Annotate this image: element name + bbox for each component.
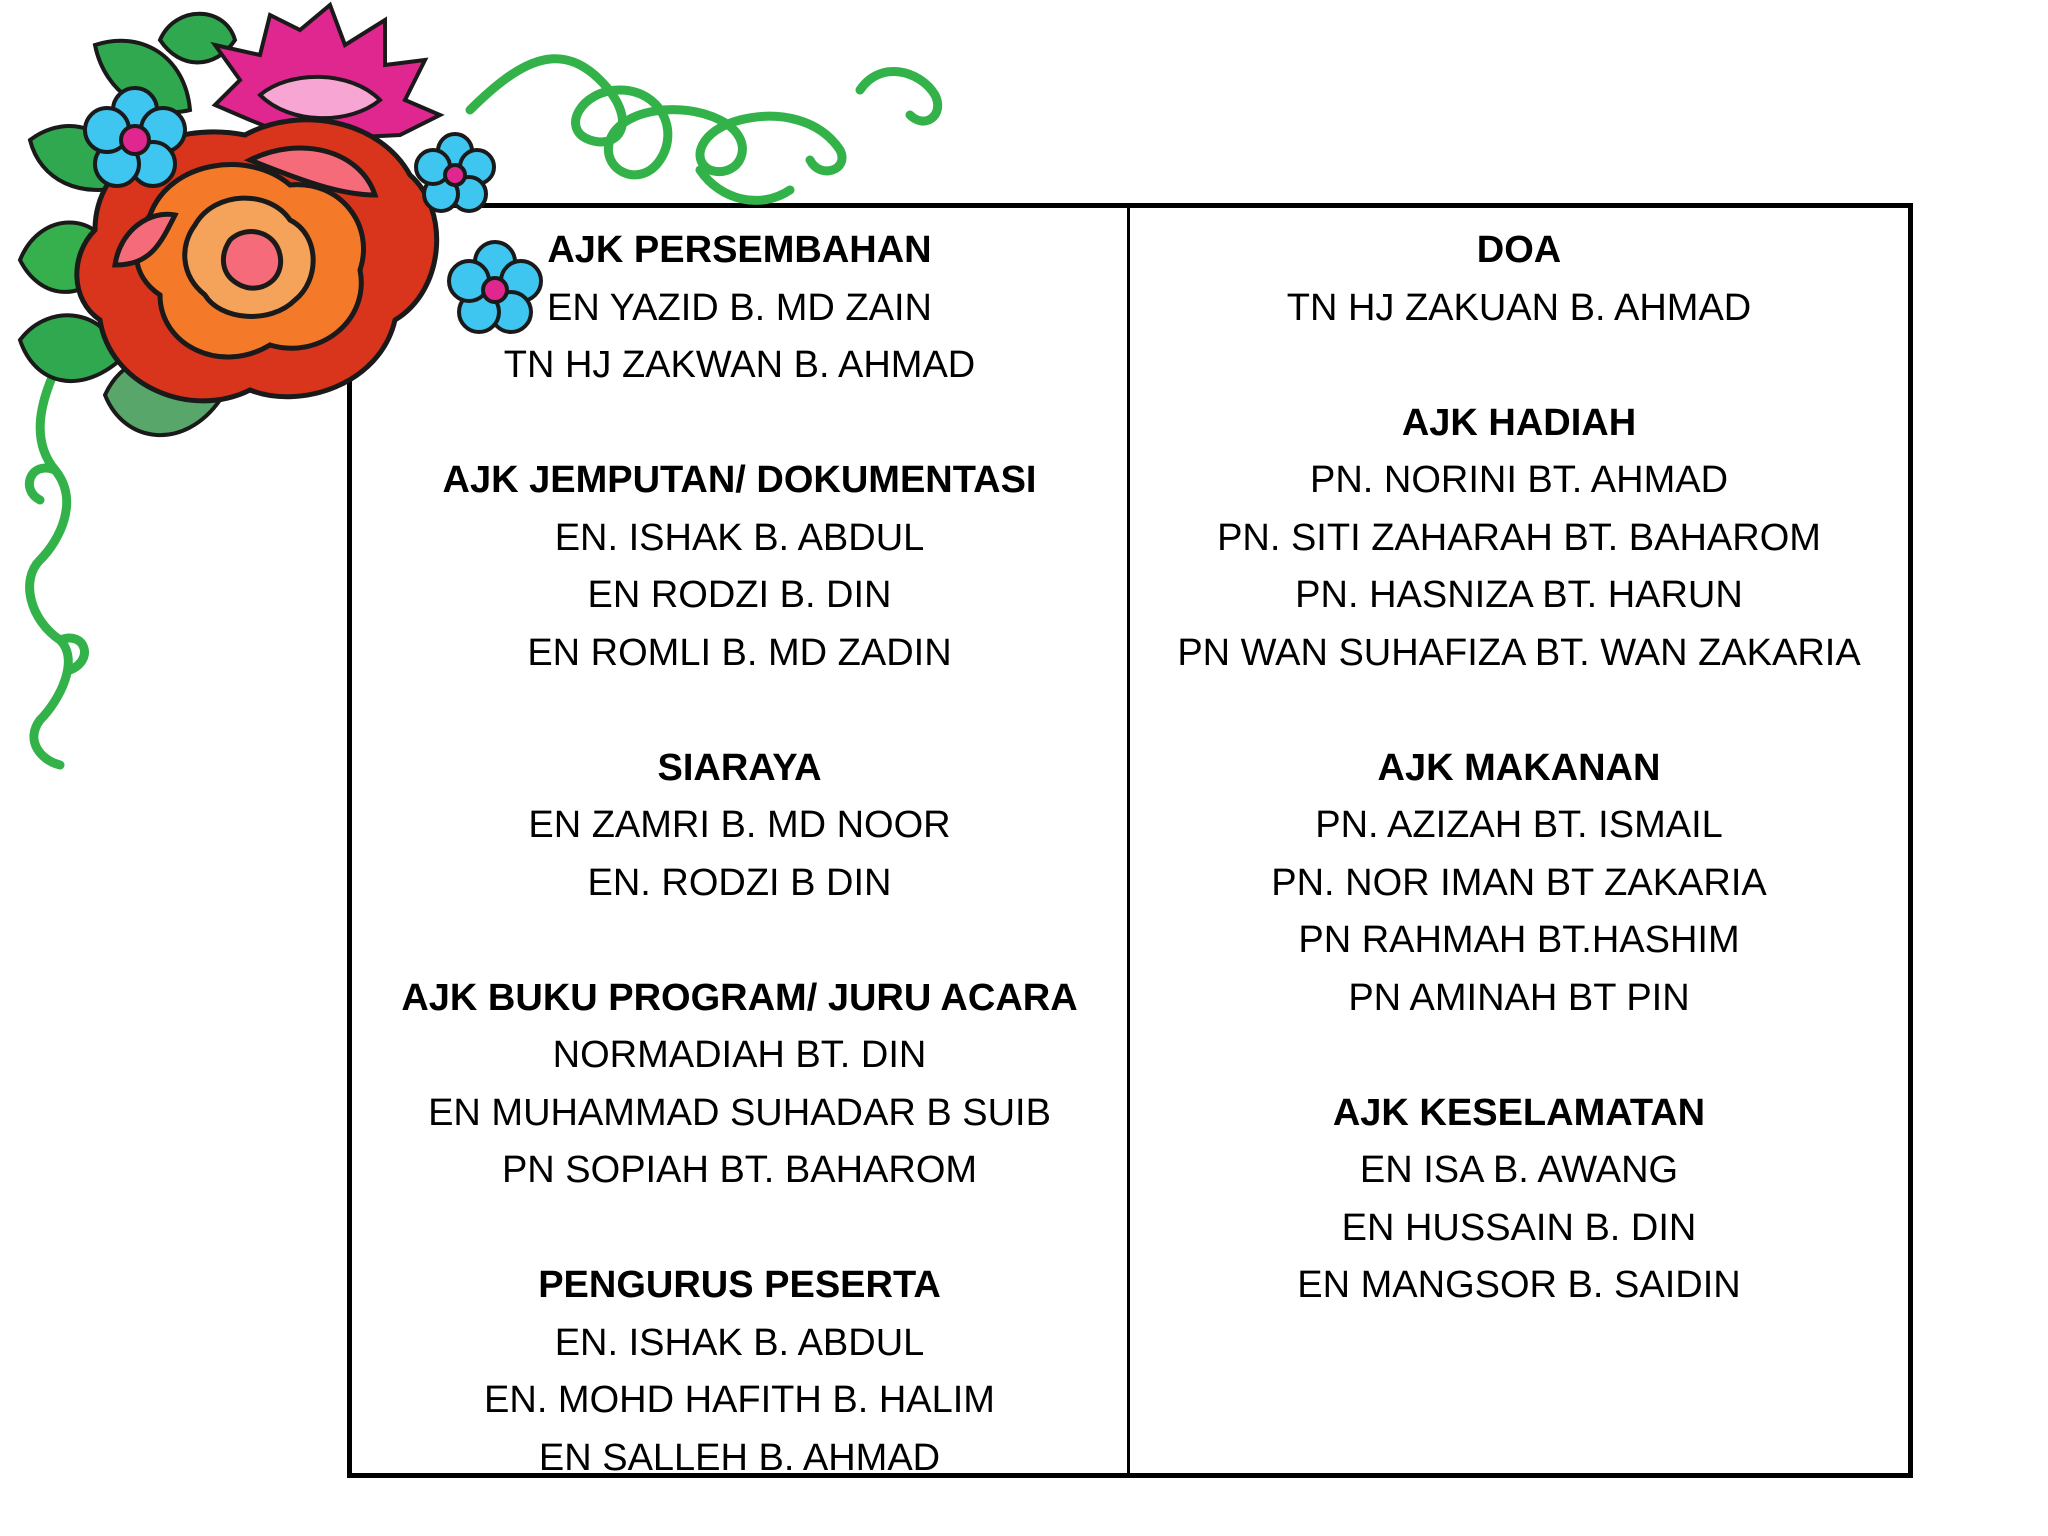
committee-section: [1130, 222, 1908, 337]
member-name: EN SALLEH B. AHMAD: [538, 1436, 941, 1479]
section-heading: AJK HADIAH: [1401, 401, 1637, 444]
section-heading: AJK KESELAMATAN: [1332, 1091, 1706, 1134]
committee-table: [347, 203, 1913, 1478]
right-column: [1130, 208, 1908, 1473]
section-heading: AJK JEMPUTAN/ DOKUMENTASI: [442, 459, 1037, 501]
section-heading: DOA: [1476, 229, 1562, 271]
member-name: EN HUSSAIN B. DIN: [1341, 1206, 1697, 1249]
member-name: EN ZAMRI B. MD NOOR: [528, 804, 951, 846]
section-heading: SIARAYA: [657, 746, 822, 789]
member-name: EN. ISHAK B. ABDUL: [554, 1321, 925, 1364]
committee-section: [1130, 1085, 1908, 1315]
section-heading: AJK PERSEMBAHAN: [547, 229, 932, 271]
committee-section: [352, 740, 1127, 913]
member-name: EN YAZID B. MD ZAIN: [547, 286, 932, 329]
member-name: PN SOPIAH BT. BAHAROM: [501, 1149, 978, 1191]
member-name: PN. AZIZAH BT. ISMAIL: [1315, 804, 1723, 846]
member-name: EN. ISHAK B. ABDUL: [554, 516, 925, 559]
member-name: PN. NORINI BT. AHMAD: [1309, 459, 1729, 501]
member-name: EN ISA B. AWANG: [1359, 1149, 1679, 1191]
committee-section: [352, 1257, 1127, 1487]
member-name: EN. RODZI B DIN: [587, 861, 892, 904]
member-name: PN AMINAH BT PIN: [1348, 976, 1690, 1019]
member-name: PN. NOR IMAN BT ZAKARIA: [1271, 861, 1767, 904]
committee-section: [352, 222, 1127, 395]
member-name: PN. HASNIZA BT. HARUN: [1295, 574, 1743, 616]
committee-section: [352, 452, 1127, 682]
member-name: NORMADIAH BT. DIN: [552, 1034, 927, 1076]
member-name: EN RODZI B. DIN: [587, 574, 892, 616]
committee-section: [1130, 740, 1908, 1028]
member-name: PN WAN SUHAFIZA BT. WAN ZAKARIA: [1177, 631, 1861, 674]
committee-section: [1130, 395, 1908, 683]
member-name: EN ROMLI B. MD ZADIN: [527, 631, 952, 674]
member-name: PN RAHMAH BT.HASHIM: [1298, 919, 1740, 961]
section-heading: PENGURUS PESERTA: [538, 1264, 941, 1306]
member-name: PN. SITI ZAHARAH BT. BAHAROM: [1217, 516, 1821, 559]
member-name: TN HJ ZAKWAN B. AHMAD: [503, 344, 976, 386]
section-heading: AJK MAKANAN: [1377, 746, 1661, 789]
member-name: EN MUHAMMAD SUHADAR B SUIB: [428, 1091, 1051, 1134]
member-name: EN MANGSOR B. SAIDIN: [1297, 1264, 1741, 1306]
section-heading: AJK BUKU PROGRAM/ JURU ACARA: [401, 976, 1078, 1019]
committee-section: [352, 970, 1127, 1200]
member-name: TN HJ ZAKUAN B. AHMAD: [1286, 286, 1752, 329]
left-column: [352, 208, 1130, 1479]
member-name: EN. MOHD HAFITH B. HALIM: [484, 1379, 995, 1421]
